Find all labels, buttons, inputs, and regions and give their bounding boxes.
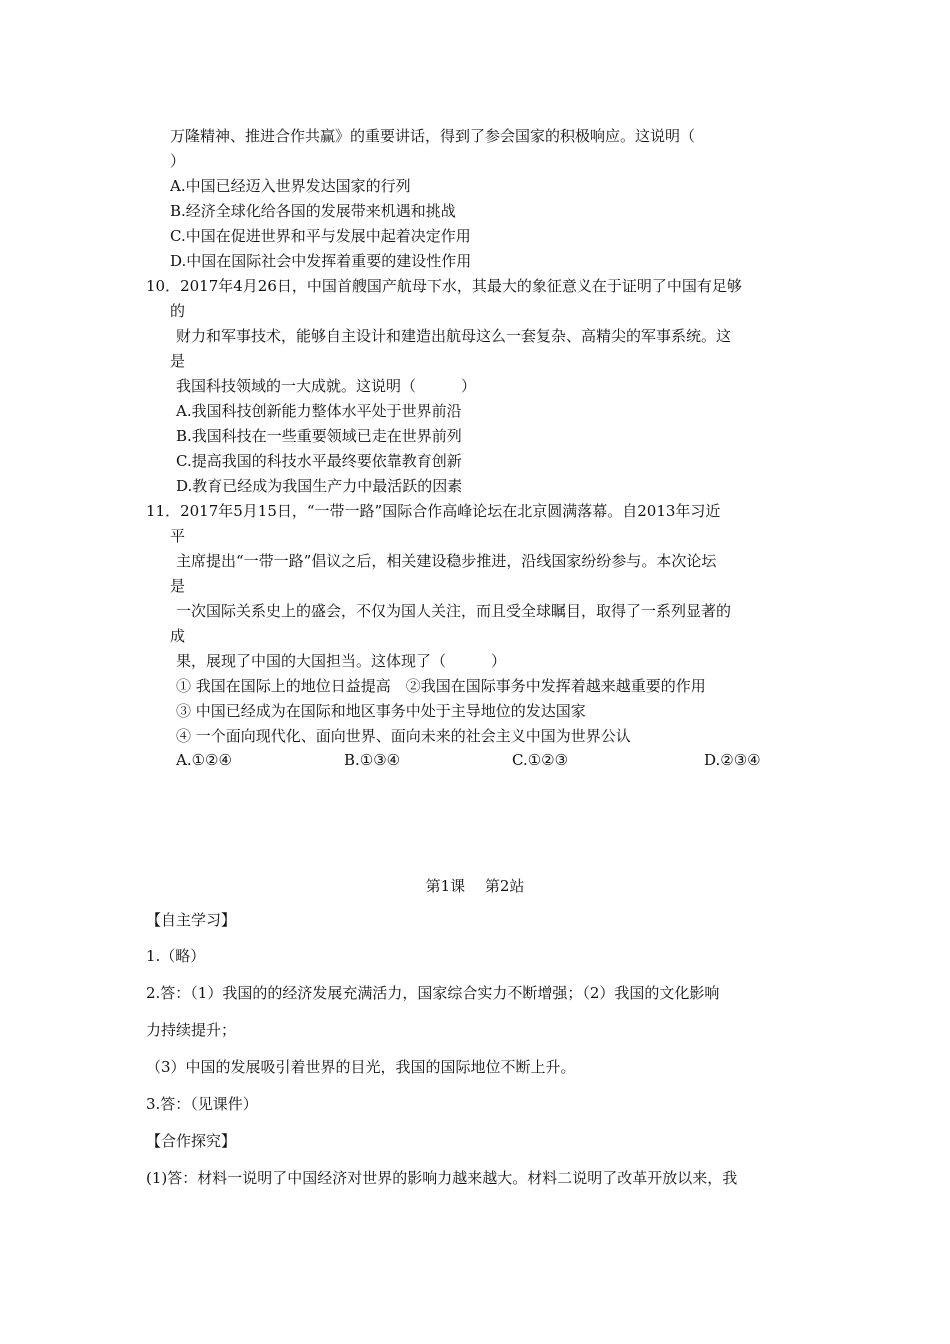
cooperative-inquiry-heading: 【合作探究】 [146, 1132, 237, 1150]
q11-stem-line-4: 是 [170, 577, 186, 595]
q10-stem-line-2: 的 [170, 302, 186, 320]
q10-stem-line-3: 财力和军事技术，能够自主设计和建造出航母这么一套复杂、高精尖的军事系统。这 [176, 327, 732, 345]
q9-option-a: A.中国已经迈入世界发达国家的行列 [170, 177, 411, 195]
q10-option-a: A.我国科技创新能力整体水平处于世界前沿 [176, 402, 462, 420]
q10-stem-line-4: 是 [170, 352, 186, 370]
q11-option-b: B.①③④ [344, 751, 401, 769]
inquiry-answer-1: (1)答：材料一说明了中国经济对世界的影响力越来越大。材料二说明了改革开放以来，我 [146, 1169, 738, 1187]
q11-stem-line-6: 成 [170, 627, 186, 645]
answer-3: 3.答：（见课件） [146, 1095, 258, 1113]
answer-section-title: 第1课 第2站 [425, 877, 525, 895]
q11-statement-3: ④ 一个面向现代化、面向世界、面向未来的社会主义中国为世界公认 [176, 727, 631, 745]
answer-2-line-1: 2.答：（1）我国的的经济发展充满活力，国家综合实力不断增强；（2）我国的文化影响 [146, 984, 720, 1002]
q9-stem-line-2: ） [170, 152, 186, 170]
q10-stem-line-1: 10．2017年4月26日，中国首艘国产航母下水，其最大的象征意义在于证明了中国有足够 [146, 277, 742, 295]
answer-1: 1.（略） [146, 947, 206, 965]
q11-statement-1: ① 我国在国际上的地位日益提高 ②我国在国际事务中发挥着越来越重要的作用 [176, 677, 706, 695]
q10-stem-line-5: 我国科技领域的一大成就。这说明（ ） [176, 377, 477, 395]
self-study-heading: 【自主学习】 [146, 911, 237, 929]
q11-option-a: A.①②④ [176, 751, 232, 769]
q10-option-d: D.教育已经成为我国生产力中最活跃的因素 [176, 477, 463, 495]
answer-2-line-2: 力持续提升； [146, 1021, 237, 1039]
q11-statement-2: ③ 中国已经成为在国际和地区事务中处于主导地位的发达国家 [176, 702, 586, 720]
q9-stem-line-1: 万隆精神、推进合作共赢》的重要讲话，得到了参会国家的积极响应。这说明（ [170, 127, 696, 145]
q11-stem-line-7: 果，展现了中国的大国担当。这体现了（ ） [176, 652, 507, 670]
q9-option-d: D.中国在国际社会中发挥着重要的建设性作用 [170, 252, 472, 270]
q11-option-c: C.①②③ [512, 751, 569, 769]
q10-option-b: B.我国科技在一些重要领域已走在世界前列 [176, 427, 462, 445]
q11-stem-line-5: 一次国际关系史上的盛会，不仅为国人关注，而且受全球瞩目，取得了一系列显著的 [176, 602, 732, 620]
q11-stem-line-3: 主席提出“一带一路”倡议之后，相关建设稳步推进，沿线国家纷纷参与。本次论坛 [176, 552, 717, 570]
q9-option-b: B.经济全球化给各国的发展带来机遇和挑战 [170, 202, 456, 220]
q9-option-c: C.中国在促进世界和平与发展中起着决定作用 [170, 227, 471, 245]
q11-stem-line-1: 11．2017年5月15日，“一带一路”国际合作高峰论坛在北京圆满落幕。自2013年习近 [146, 502, 721, 520]
q11-options-row [176, 750, 796, 770]
answer-2-line-3: （3）中国的发展吸引着世界的目光，我国的国际地位不断上升。 [146, 1058, 576, 1076]
q11-stem-line-2: 平 [170, 527, 186, 545]
q11-option-d: D.②③④ [704, 751, 761, 769]
q10-option-c: C.提高我国的科技水平最终要依靠教育创新 [176, 452, 462, 470]
